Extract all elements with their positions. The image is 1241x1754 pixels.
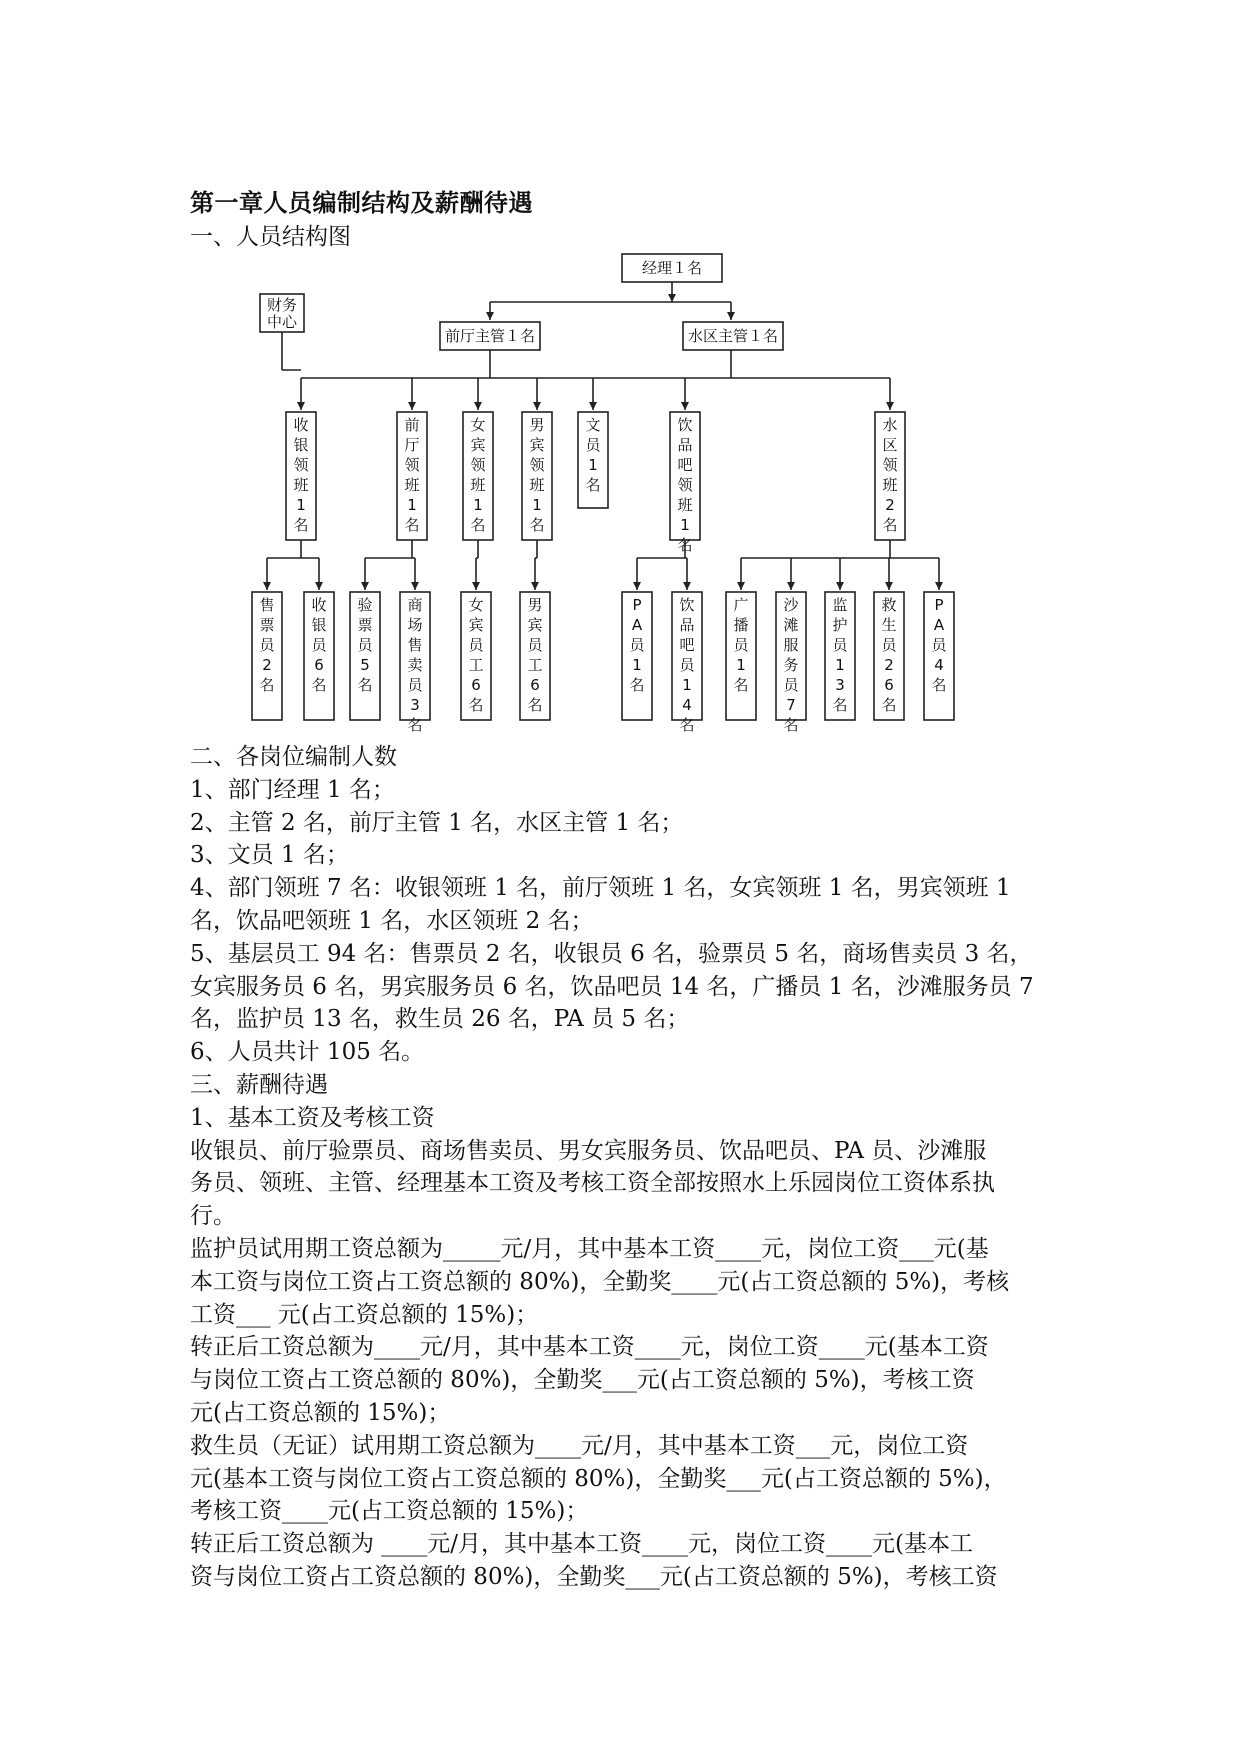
- node-lead-3: [522, 412, 552, 540]
- node-char: 1: [532, 496, 542, 514]
- node-char: 1: [682, 676, 692, 694]
- body-line: 1、部门经理 1 名；: [190, 776, 395, 803]
- body-line: 元(基本工资与岗位工资占工资总额的 80%)，全勤奖___元(占工资总额的 5%)，: [190, 1465, 1007, 1492]
- node-char: 领: [404, 456, 420, 474]
- connector-arrow: [727, 312, 735, 320]
- node-char: 生: [881, 616, 897, 634]
- node-char: 1: [588, 456, 598, 474]
- body-line: 1、基本工资及考核工资: [190, 1104, 435, 1131]
- node-staff-1: [304, 592, 334, 720]
- body-line: 转正后工资总额为 ____元/月，其中基本工资____元，岗位工资____元(基本工: [190, 1531, 974, 1558]
- node-char: 名: [529, 516, 545, 534]
- body-line: 监护员试用期工资总额为_____元/月，其中基本工资____元，岗位工资___元(基: [190, 1235, 989, 1262]
- body-line: 资与岗位工资占工资总额的 80%)，全勤奖___元(占工资总额的 5%)，考核工资: [190, 1563, 998, 1590]
- body-line: 与岗位工资占工资总额的 80%)，全勤奖___元(占工资总额的 5%)，考核工资: [190, 1367, 975, 1394]
- node-char: 卖: [407, 656, 423, 674]
- node-lead-2: [463, 412, 493, 540]
- node-char: 员: [357, 636, 373, 654]
- body-line: 救生员（无证）试用期工资总额为____元/月，其中基本工资___元，岗位工资: [190, 1432, 969, 1459]
- body-line: 5、基层员工 94 名：售票员 2 名，收银员 6 名，验票员 5 名，商场售卖员 3 名，: [190, 940, 1033, 967]
- body-line: 行。: [190, 1203, 236, 1230]
- node-char: 广: [733, 596, 749, 614]
- connector-arrow: [486, 312, 494, 320]
- connector-arrow: [681, 402, 689, 410]
- node-char: 名: [679, 716, 695, 734]
- node-char: 1: [473, 496, 483, 514]
- node-char: 6: [530, 676, 540, 694]
- node-char: 6: [884, 676, 894, 694]
- node-staff-0: [252, 592, 282, 720]
- connector-arrow: [263, 582, 271, 590]
- node-char: 名: [881, 696, 897, 714]
- node-staff-2: [350, 592, 380, 720]
- node-char: 场: [407, 616, 423, 634]
- node-char: 品: [677, 436, 693, 454]
- node-char: 2: [885, 496, 895, 514]
- node-char: 收: [311, 596, 327, 614]
- node-char: 名: [677, 536, 693, 554]
- node-char: 员: [468, 636, 484, 654]
- node-char: 1: [736, 656, 746, 674]
- node-char: 领: [529, 456, 545, 474]
- body-line: 6、人员共计 105 名。: [190, 1039, 425, 1066]
- node-char: P: [934, 596, 944, 614]
- node-char: 票: [259, 616, 275, 634]
- node-char: 名: [293, 516, 309, 534]
- node-char: 领: [470, 456, 486, 474]
- node-char: 名: [733, 676, 749, 694]
- connector-arrow: [533, 402, 541, 410]
- node-char: 3: [410, 696, 420, 714]
- node-char: 员: [783, 676, 799, 694]
- body-line: 务员、领班、主管、经理基本工资及考核工资全部按照水上乐园岗位工资体系执: [190, 1170, 995, 1197]
- node-manager: [622, 254, 722, 282]
- connector-arrow: [886, 402, 894, 410]
- connector-arrow: [297, 402, 305, 410]
- node-char: 财务: [266, 296, 298, 314]
- body-line: 本工资与岗位工资占工资总额的 80%)，全勤奖____元(占工资总额的 5%)，考核: [190, 1268, 1010, 1295]
- node-staff-12: [924, 592, 954, 720]
- node-char: 名: [357, 676, 373, 694]
- node-char: 1: [407, 496, 417, 514]
- node-char: 员: [881, 636, 897, 654]
- node-char: A: [933, 616, 945, 634]
- node-char: 工: [468, 656, 484, 674]
- node-char: 名: [527, 696, 543, 714]
- node-char: 5: [360, 656, 370, 674]
- connector-arrow: [668, 294, 676, 302]
- node-lead-1: [397, 412, 427, 540]
- node-char: 4: [934, 656, 944, 674]
- connector-arrow: [836, 582, 844, 590]
- node-char: 员: [679, 656, 695, 674]
- node-char: 员: [311, 636, 327, 654]
- node-char: 名: [470, 516, 486, 534]
- node-char: 女: [468, 596, 484, 614]
- node-label: 经理１名: [641, 259, 703, 277]
- node-char: 员: [832, 636, 848, 654]
- node-char: 1: [296, 496, 306, 514]
- body-line: 考核工资____元(占工资总额的 15%)；: [190, 1498, 589, 1525]
- node-char: 员: [629, 636, 645, 654]
- node-staff-9: [776, 592, 806, 734]
- node-char: 前: [404, 416, 420, 434]
- connector-arrow: [589, 402, 597, 410]
- node-staff-3: [400, 592, 430, 734]
- node-front-supervisor: [440, 322, 540, 350]
- node-char: 员: [407, 676, 423, 694]
- document-body: [190, 741, 1060, 1594]
- node-staff-5: [520, 592, 550, 720]
- node-char: 中心: [266, 313, 298, 331]
- node-char: 吧: [677, 456, 693, 474]
- connector-arrow: [787, 582, 795, 590]
- node-char: 女: [470, 416, 486, 434]
- body-line: 工资___ 元(占工资总额的 15%)；: [190, 1301, 539, 1328]
- node-char: 领: [677, 476, 693, 494]
- node-char: 员: [527, 636, 543, 654]
- node-char: 饮: [679, 596, 695, 614]
- node-lead-5: [670, 412, 700, 554]
- node-char: 宾: [527, 616, 543, 634]
- node-char: 员: [585, 436, 601, 454]
- node-char: 品: [679, 616, 695, 634]
- node-char: 名: [832, 696, 848, 714]
- node-char: 护: [832, 616, 848, 634]
- node-char: 员: [733, 636, 749, 654]
- node-char: 4: [682, 696, 692, 714]
- node-char: 6: [314, 656, 324, 674]
- node-char: 男: [527, 596, 543, 614]
- node-char: 名: [783, 716, 799, 734]
- node-char: 监: [832, 596, 848, 614]
- node-char: 名: [931, 676, 947, 694]
- node-staff-11: [874, 592, 904, 720]
- node-lead-4: [578, 412, 608, 508]
- node-char: 2: [262, 656, 272, 674]
- node-char: 名: [259, 676, 275, 694]
- section-heading-structure: 一、人员结构图: [190, 224, 351, 250]
- node-char: 班: [529, 476, 545, 494]
- node-char: 员: [259, 636, 275, 654]
- node-lead-0: [286, 412, 316, 540]
- node-char: 售: [407, 636, 423, 654]
- connector-arrow: [531, 582, 539, 590]
- body-line: 3、文员 1 名；: [190, 842, 349, 869]
- node-char: 服: [783, 636, 799, 654]
- node-char: 6: [471, 676, 481, 694]
- body-line: 名，饮品吧领班 1 名，水区领班 2 名；: [190, 907, 594, 934]
- node-char: 1: [632, 656, 642, 674]
- connector-arrow: [474, 402, 482, 410]
- connector-arrow: [472, 582, 480, 590]
- connector-arrow: [885, 582, 893, 590]
- node-water-supervisor: [683, 322, 783, 350]
- node-char: 名: [585, 476, 601, 494]
- node-char: 2: [884, 656, 894, 674]
- node-staff-8: [726, 592, 756, 720]
- node-char: 验: [357, 596, 373, 614]
- node-char: A: [631, 616, 643, 634]
- node-char: 班: [677, 496, 693, 514]
- connector-arrow: [633, 582, 641, 590]
- node-char: 班: [293, 476, 309, 494]
- node-char: 7: [786, 696, 796, 714]
- node-char: 宾: [468, 616, 484, 634]
- node-char: 区: [882, 436, 898, 454]
- node-char: P: [632, 596, 642, 614]
- node-char: 宾: [470, 436, 486, 454]
- chapter-title: 第一章人员编制结构及薪酬待遇: [190, 189, 533, 217]
- body-line: 2、主管 2 名，前厅主管 1 名，水区主管 1 名；: [190, 809, 684, 836]
- connector-arrow: [737, 582, 745, 590]
- node-char: 名: [407, 716, 423, 734]
- connector-arrow: [411, 582, 419, 590]
- body-line: 女宾服务员 6 名，男宾服务员 6 名，饮品吧员 14 名，广播员 1 名，沙滩服务员 7: [190, 973, 1034, 1000]
- node-char: 饮: [677, 416, 693, 434]
- node-lead-6: [875, 412, 905, 540]
- node-staff-6: [622, 592, 652, 720]
- node-char: 领: [882, 456, 898, 474]
- node-char: 班: [470, 476, 486, 494]
- node-char: 工: [527, 656, 543, 674]
- node-char: 吧: [679, 636, 695, 654]
- node-char: 收: [293, 416, 309, 434]
- node-staff-10: [825, 592, 855, 720]
- connector-arrow: [315, 582, 323, 590]
- node-char: 救: [881, 596, 897, 614]
- node-char: 男: [529, 416, 545, 434]
- node-label: 前厅主管１名: [444, 327, 536, 345]
- node-label: 水区主管１名: [687, 327, 779, 345]
- node-char: 员: [931, 636, 947, 654]
- node-char: 播: [733, 616, 749, 634]
- node-char: 票: [357, 616, 373, 634]
- node-char: 1: [835, 656, 845, 674]
- body-line: 三、薪酬待遇: [190, 1071, 328, 1098]
- connector-arrow: [408, 402, 416, 410]
- node-char: 银: [293, 436, 309, 454]
- node-char: 班: [404, 476, 420, 494]
- node-staff-7: [672, 592, 702, 734]
- node-char: 名: [468, 696, 484, 714]
- org-chart: [240, 248, 1000, 738]
- node-char: 务: [783, 656, 799, 674]
- body-line: 转正后工资总额为____元/月，其中基本工资____元，岗位工资____元(基本工资: [190, 1334, 989, 1361]
- body-line: 4、部门领班 7 名：收银领班 1 名，前厅领班 1 名，女宾领班 1 名，男宾领班 1: [190, 875, 1011, 902]
- node-char: 售: [259, 596, 275, 614]
- body-line: 元(占工资总额的 15%)；: [190, 1399, 451, 1426]
- node-char: 滩: [783, 616, 799, 634]
- node-char: 领: [293, 456, 309, 474]
- node-char: 名: [882, 516, 898, 534]
- body-line: 二、各岗位编制人数: [190, 744, 397, 770]
- connector-arrow: [935, 582, 943, 590]
- connector-arrow: [683, 582, 691, 590]
- node-char: 宾: [529, 436, 545, 454]
- node-char: 名: [404, 516, 420, 534]
- node-char: 班: [882, 476, 898, 494]
- body-line: 名，监护员 13 名，救生员 26 名，PA 员 5 名；: [190, 1006, 690, 1033]
- node-char: 文: [585, 416, 601, 434]
- node-char: 3: [835, 676, 845, 694]
- node-char: 1: [680, 516, 690, 534]
- node-char: 水: [882, 416, 898, 434]
- node-char: 名: [629, 676, 645, 694]
- connector-arrow: [361, 582, 369, 590]
- node-char: 名: [311, 676, 327, 694]
- node-char: 商: [407, 596, 423, 614]
- node-finance: [260, 294, 304, 332]
- node-char: 厅: [404, 436, 420, 454]
- node-staff-4: [461, 592, 491, 720]
- body-line: 收银员、前厅验票员、商场售卖员、男女宾服务员、饮品吧员、PA 员、沙滩服: [190, 1137, 987, 1164]
- node-char: 沙: [783, 596, 799, 614]
- node-char: 银: [311, 616, 327, 634]
